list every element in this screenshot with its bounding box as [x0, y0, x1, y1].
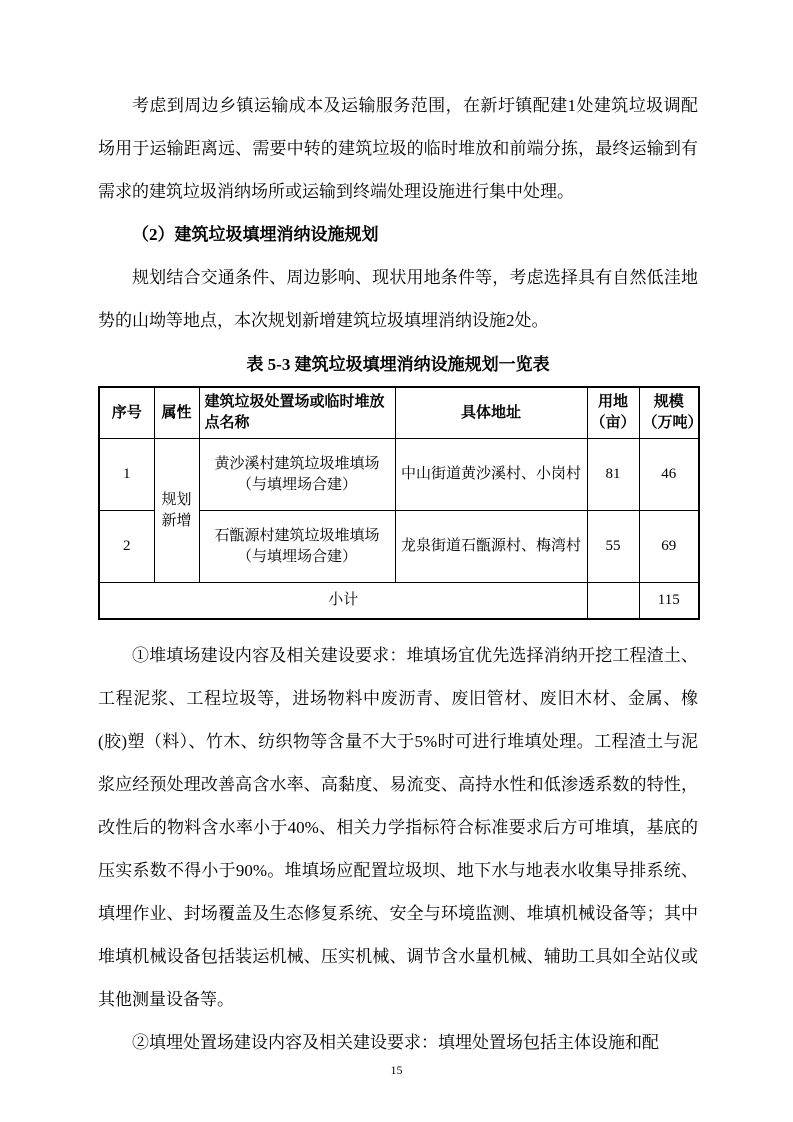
cell-attribute-merged: 规划新增 — [154, 439, 199, 583]
header-land-area: 用地（亩） — [587, 387, 639, 439]
cell-address: 龙泉街道石甑源村、梅湾村 — [395, 511, 587, 583]
table-row — [99, 439, 699, 511]
cell-scale: 46 — [639, 439, 699, 511]
header-attribute: 属性 — [154, 387, 199, 439]
landfill-facilities-table — [98, 386, 703, 620]
paragraph-site-selection: 规划结合交通条件、周边影响、现状用地条件等，考虑选择具有自然低洼地势的山坳等地点，本次规划新增建筑垃圾填埋消纳设施2处。 — [98, 268, 698, 330]
table-title: 表 5-3 建筑垃圾填埋消纳设施规划一览表 — [246, 355, 550, 374]
cell-subtotal-scale: 115 — [639, 583, 699, 619]
cell-facility-name: 黄沙溪村建筑垃圾堆填场（与填埋场合建） — [199, 439, 395, 511]
cell-scale: 69 — [639, 511, 699, 583]
cell-land-area: 81 — [587, 439, 639, 511]
cell-seq: 1 — [99, 439, 154, 511]
header-facility-name: 建筑垃圾处置场或临时堆放点名称 — [199, 387, 395, 439]
header-scale: 规模（万吨） — [639, 387, 699, 439]
cell-land-area: 55 — [587, 511, 639, 583]
cell-subtotal-label: 小计 — [99, 583, 587, 619]
cell-facility-name: 石甑源村建筑垃圾堆填场（与填埋场合建） — [199, 511, 395, 583]
header-seq: 序号 — [99, 387, 154, 439]
table-subtotal-row — [99, 583, 699, 619]
cell-address: 中山街道黄沙溪村、小岗村 — [395, 439, 587, 511]
header-address: 具体地址 — [395, 387, 587, 439]
page-number: 15 — [390, 1063, 403, 1077]
cell-seq: 2 — [99, 511, 154, 583]
paragraph-heap-fill-requirements: ①堆填场建设内容及相关建设要求：堆填场宜优先选择消纳开挖工程渣土、工程泥浆、工程垃圾等，进场物料中废沥青、废旧管材、废旧木材、金属、橡(胶)塑（料）、竹木、纺织物等含量不大于5%时可进行堆填处理。工程渣土与泥浆应经预处理改善高含水率、高黏度、易流变、高持水性和低渗透系数的特性，改性后的物料含水率小于40%、相关力学指标符合标准要求后方可堆填，基底的压实系数不得小于90%。堆填场应配置垃圾坝、地下水与地表水收集导排系统、填埋作业、封场覆盖及生态修复系统、安全与环境监测、堆填机械设备等；其中堆填机械设备包括装运机械、压实机械、调节含水量机械、辅助工具如全站仪或其他测量设备等。 — [98, 645, 698, 1009]
cell-subtotal-land — [587, 583, 639, 619]
paragraph-transfer-station: 考虑到周边乡镇运输成本及运输服务范围，在新圩镇配建1处建筑垃圾调配场用于运输距离远、需要中转的建筑垃圾的临时堆放和前端分拣，最终运输到有需求的建筑垃圾消纳场所或运输到终端处理设施进行集中处理。 — [98, 96, 698, 201]
section-heading-landfill-planning: （2）建筑垃圾填埋消纳设施规划 — [132, 225, 379, 244]
paragraph-landfill-requirements: ②填埋处置场建设内容及相关建设要求：填埋处置场包括主体设施和配 — [132, 1032, 659, 1052]
table-header-row — [99, 387, 699, 439]
